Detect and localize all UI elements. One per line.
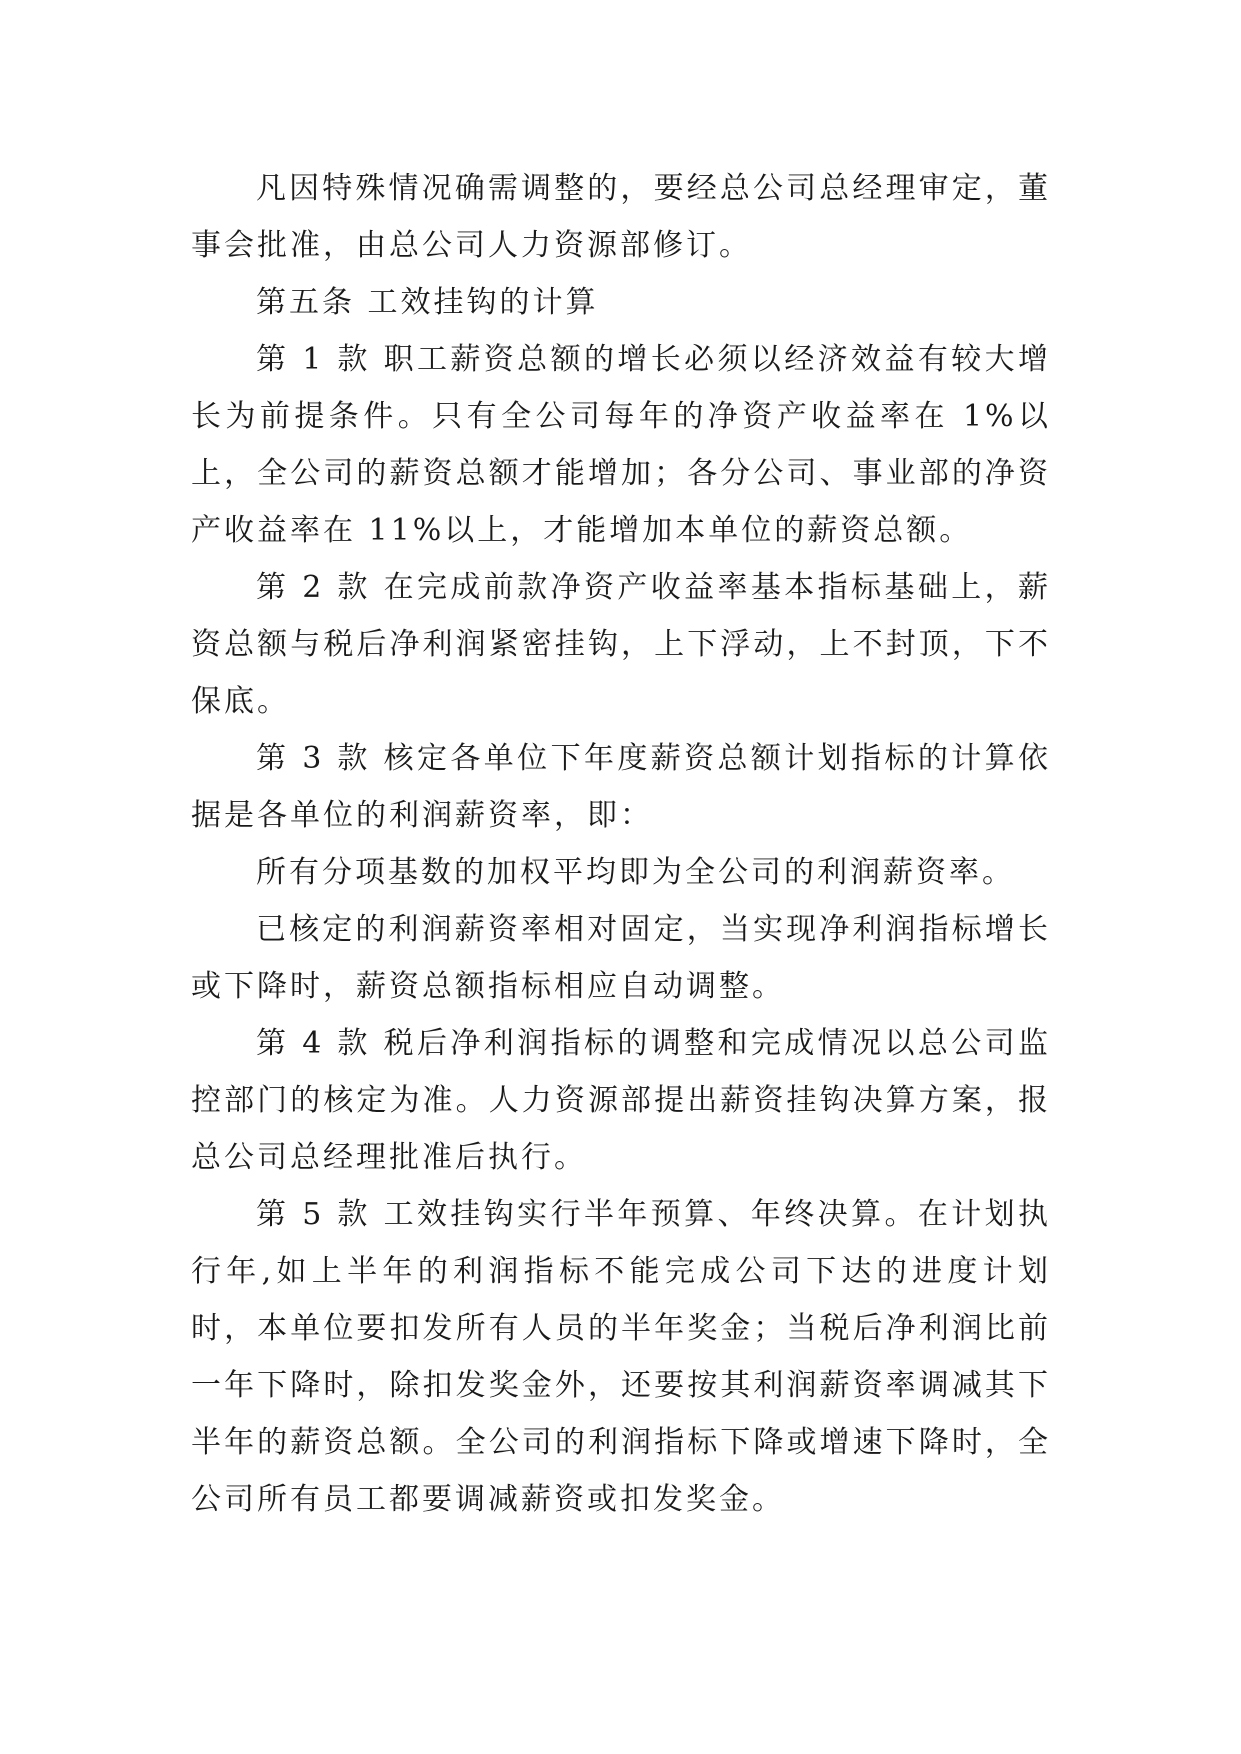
document-body — [191, 160, 1051, 1528]
rate-fixed-paragraph: 已核定的利润薪资率相对固定，当实现净利润指标增长或下降时，薪资总额指标相应自动调整。 — [191, 912, 1051, 1004]
clause-5-paragraph: 第 5 款 工效挂钩实行半年预算、年终决算。在计划执行年,如上半年的利润指标不能完成公司下达的进度计划时，本单位要扣发所有人员的半年奖金；当税后净利润比前一年下降时，除扣发奖金外，还要按其利润薪资率调减其下半年的薪资总额。全公司的利润指标下降或增速下降时，全公司所有员工都要调减薪资或扣发奖金。 — [191, 1197, 1051, 1517]
paragraph-adjustment-approval: 凡因特殊情况确需调整的，要经总公司总经理审定，董事会批准，由总公司人力资源部修订。 — [191, 171, 1051, 263]
clause-4-paragraph: 第 4 款 税后净利润指标的调整和完成情况以总公司监控部门的核定为准。人力资源部提出薪资挂钩决算方案，报总公司总经理批准后执行。 — [191, 1026, 1051, 1175]
clause-2-paragraph: 第 2 款 在完成前款净资产收益率基本指标基础上，薪资总额与税后净利润紧密挂钩，上下浮动，上不封顶，下不保底。 — [191, 570, 1051, 719]
clause-3-paragraph: 第 3 款 核定各单位下年度薪资总额计划指标的计算依据是各单位的利润薪资率，即： — [191, 741, 1051, 833]
weighted-average-paragraph: 所有分项基数的加权平均即为全公司的利润薪资率。 — [256, 855, 1015, 890]
clause-1-paragraph: 第 1 款 职工薪资总额的增长必须以经济效益有较大增长为前提条件。只有全公司每年的净资产收益率在 1%以上，全公司的薪资总额才能增加；各分公司、事业部的净资产收益率在 11%以上，才能增加本单位的薪资总额。 — [191, 342, 1051, 548]
article-5-heading: 第五条 工效挂钩的计算 — [256, 285, 599, 320]
